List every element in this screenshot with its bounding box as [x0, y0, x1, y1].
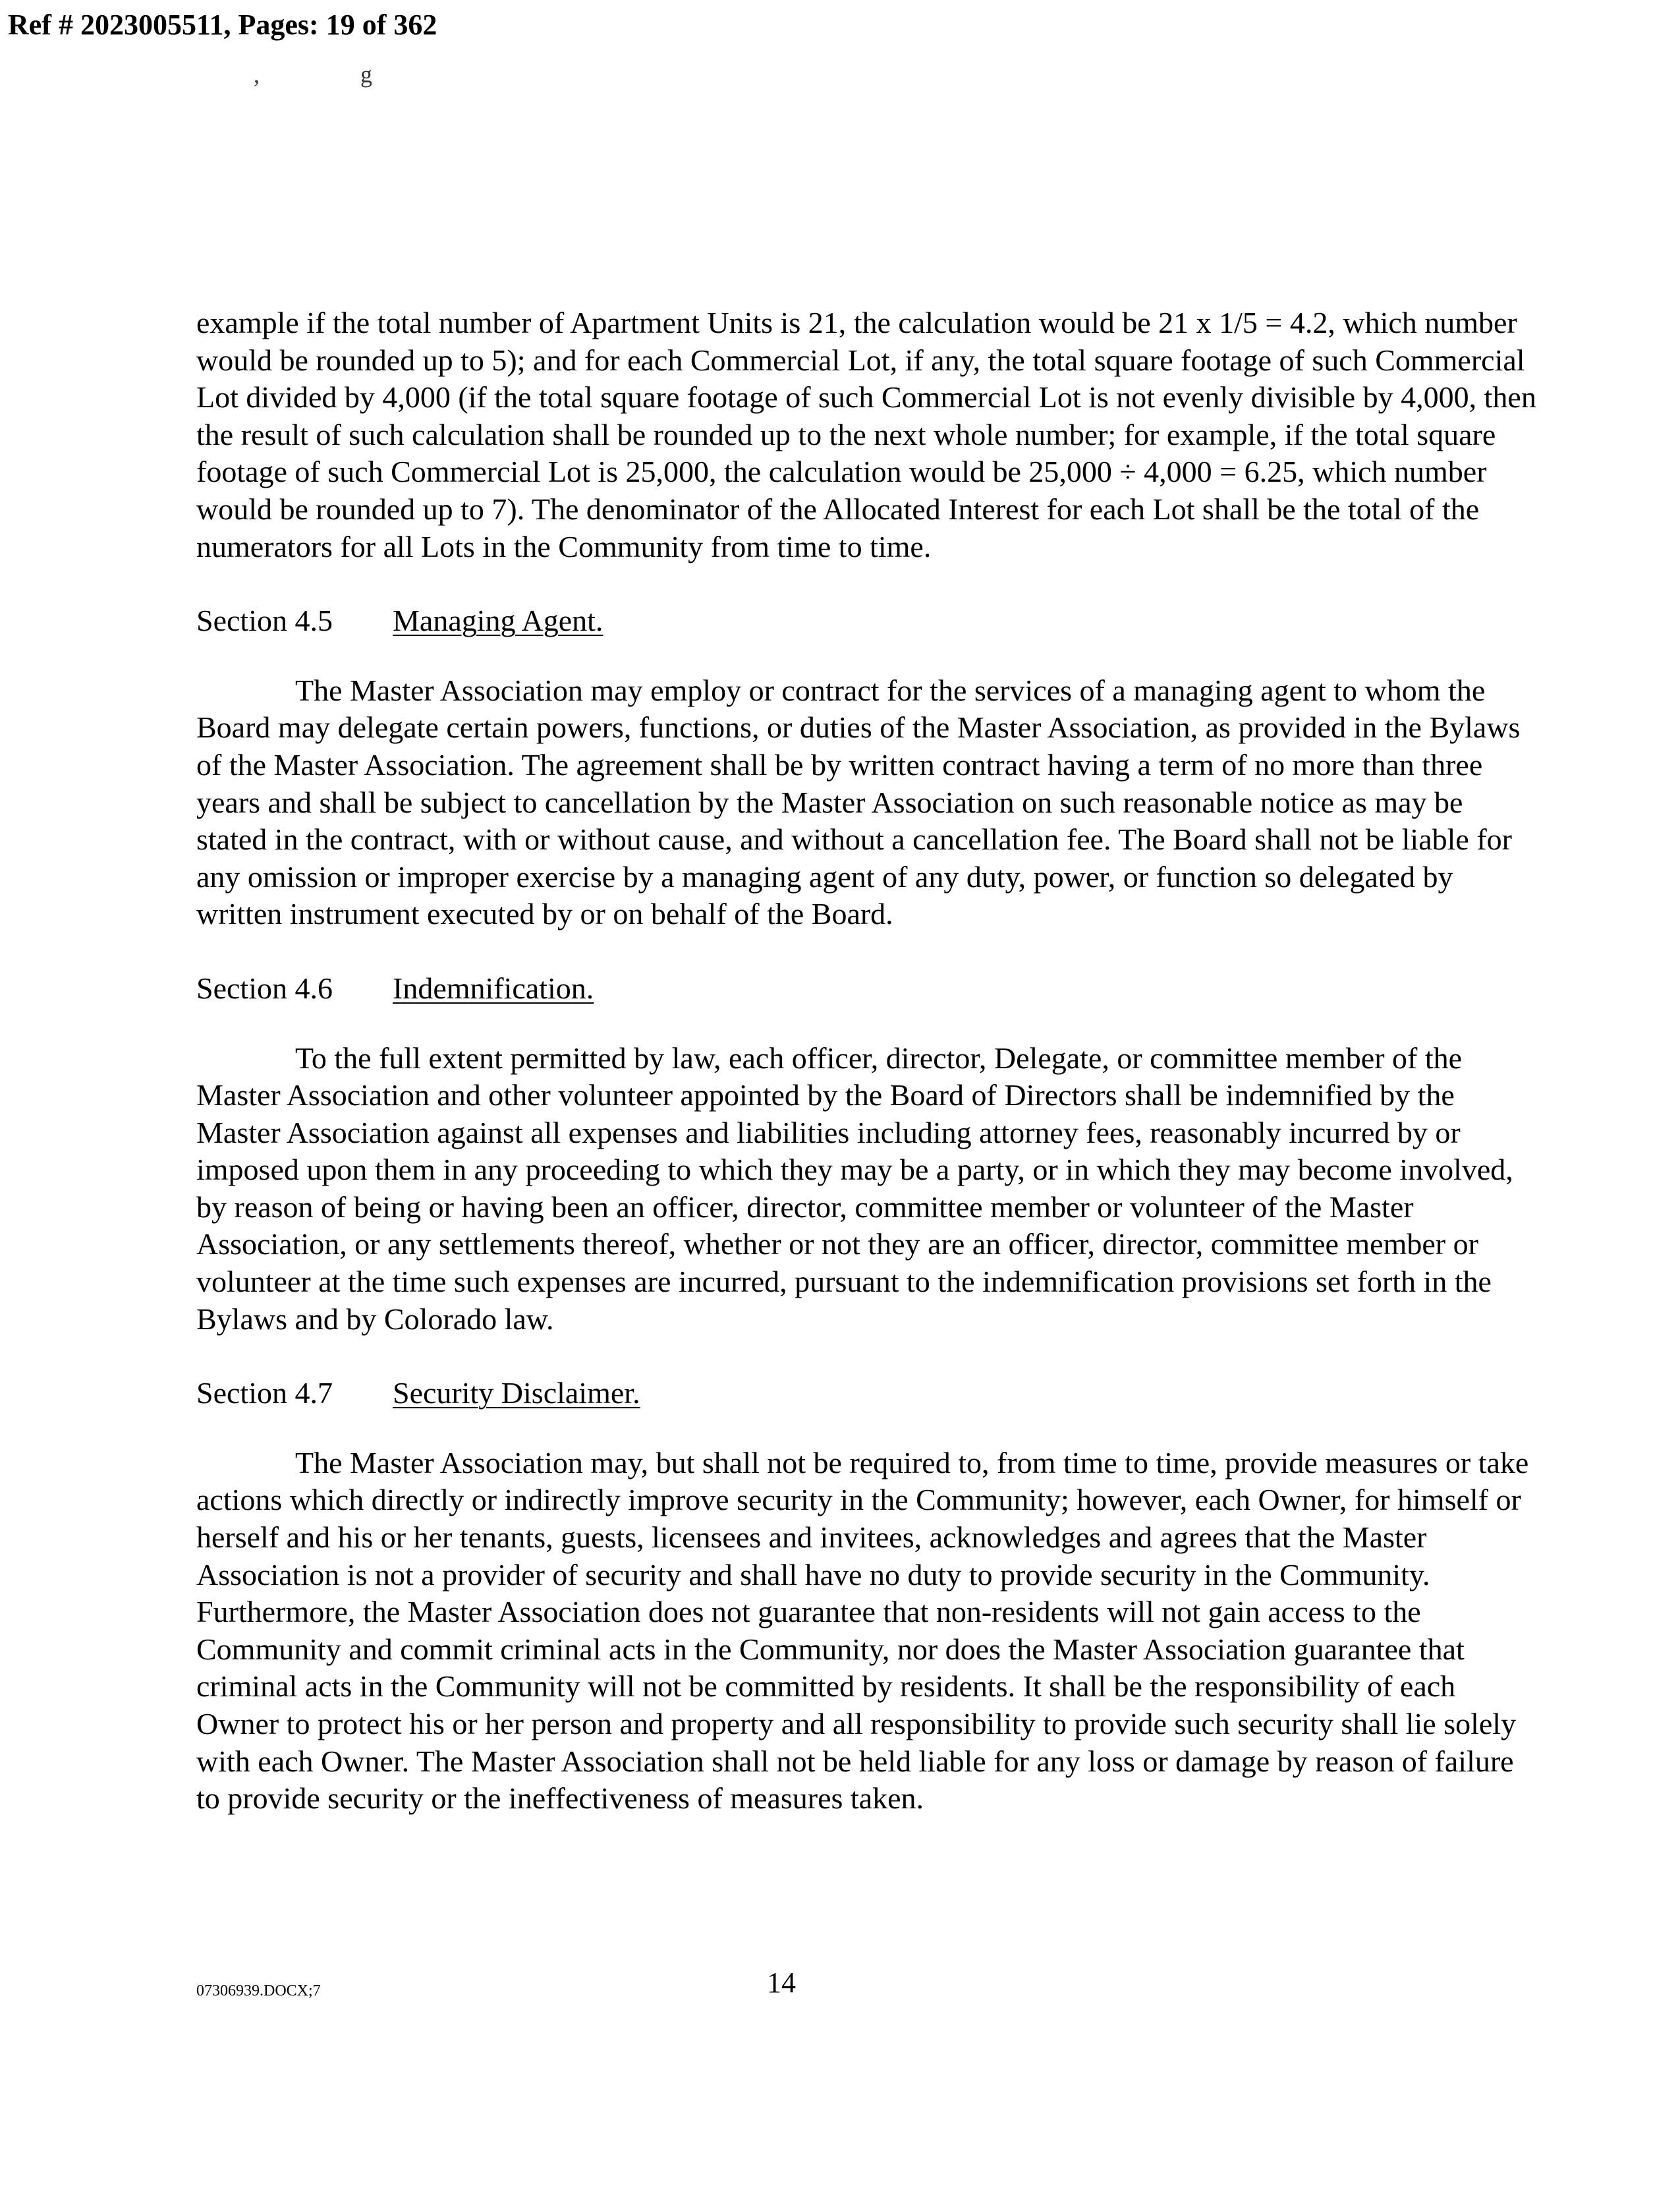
opening-paragraph: example if the total number of Apartment Units is 21, the calculation would be 21 x 1/5 = 4.2, which number would be rounded up to 5); and for each Commercial Lot, if any, the total square footage of such Commercial Lot divided by 4,000 (if the total square footage of such Commercial Lot is not evenly divisible by 4,000, then the result of such calculation shall be rounded up to the next whole number; for example, if the total square footage of such Commercial Lot is 25,000, the calculation would be 25,000 ÷ 4,000 = 6.25, which number would be rounded up to 7). The denominator of the Allocated Interest for each Lot shall be the total of the numerators for all Lots in the Community from time to time.: [196, 306, 1536, 563]
section-number: Section 4.7: [196, 1376, 333, 1410]
section-number: Section 4.5: [196, 604, 333, 638]
section-body-security-disclaimer: The Master Association may, but shall not be required to, from time to time, provide measures or take actions which directly or indirectly improve security in the Community; however, each Owner, for himself or herself and his or her tenants, guests, licensees and invitees, acknowledges and agrees that the Master Association is not a provider of security and shall have no duty to provide security in the Community. Furthermore, the Master Association does not guarantee that non-residents will not gain access to the Community and commit criminal acts in the Community, nor does the Master Association guarantee that criminal acts in the Community will not be committed by residents. It shall be the responsibility of each Owner to protect his or her person and property and all responsibility to provide such security shall lie solely with each Owner. The Master Association shall not be held liable for any loss or damage by reason of failure to provide security or the ineffectiveness of measures taken.: [196, 1445, 1529, 1816]
section-heading-4-7: [196, 1375, 1540, 1412]
section-heading-4-6: [196, 970, 1540, 1008]
footer-page-number: 14: [767, 1967, 796, 1999]
section-title: Indemnification.: [393, 971, 594, 1005]
section-number: Section 4.6: [196, 971, 333, 1005]
document-body: [196, 304, 1540, 1818]
section-body-indemnification: To the full extent permitted by law, each officer, director, Delegate, or committee member of the Master Association and other volunteer appointed by the Board of Directors shall be indemnified by the Master Association against all expenses and liabilities including attorney fees, reasonably incurred by or imposed upon them in any proceeding to which they may be a party, or in which they may become involved, by reason of being or having been an officer, director, committee member or volunteer of the Master Association, or any settlements thereof, whether or not they are an officer, director, committee member or volunteer at the time such expenses are incurred, pursuant to the indemnification provisions set forth in the Bylaws and by Colorado law.: [196, 1041, 1513, 1336]
footer-document-id: 07306939.DOCX;7: [196, 1982, 321, 1999]
document-reference-header: Ref # 2023005511, Pages: 19 of 362: [8, 9, 437, 41]
section-body-managing-agent: The Master Association may employ or contract for the services of a managing agent to whom the Board may delegate certain powers, functions, or duties of the Master Association, as provided in the Bylaws of the Master Association. The agreement shall be by written contract having a term of no more than three years and shall be subject to cancellation by the Master Association on such reasonable notice as may be stated in the contract, with or without cause, and without a cancellation fee. The Board shall not be liable for any omission or improper exercise by a managing agent of any duty, power, or function so delegated by written instrument executed by or on behalf of the Board.: [196, 673, 1521, 931]
scan-artifact-text: , g: [254, 61, 420, 88]
section-heading-4-5: [196, 602, 1540, 640]
section-title: Managing Agent.: [393, 604, 603, 638]
section-title: Security Disclaimer.: [393, 1376, 640, 1410]
